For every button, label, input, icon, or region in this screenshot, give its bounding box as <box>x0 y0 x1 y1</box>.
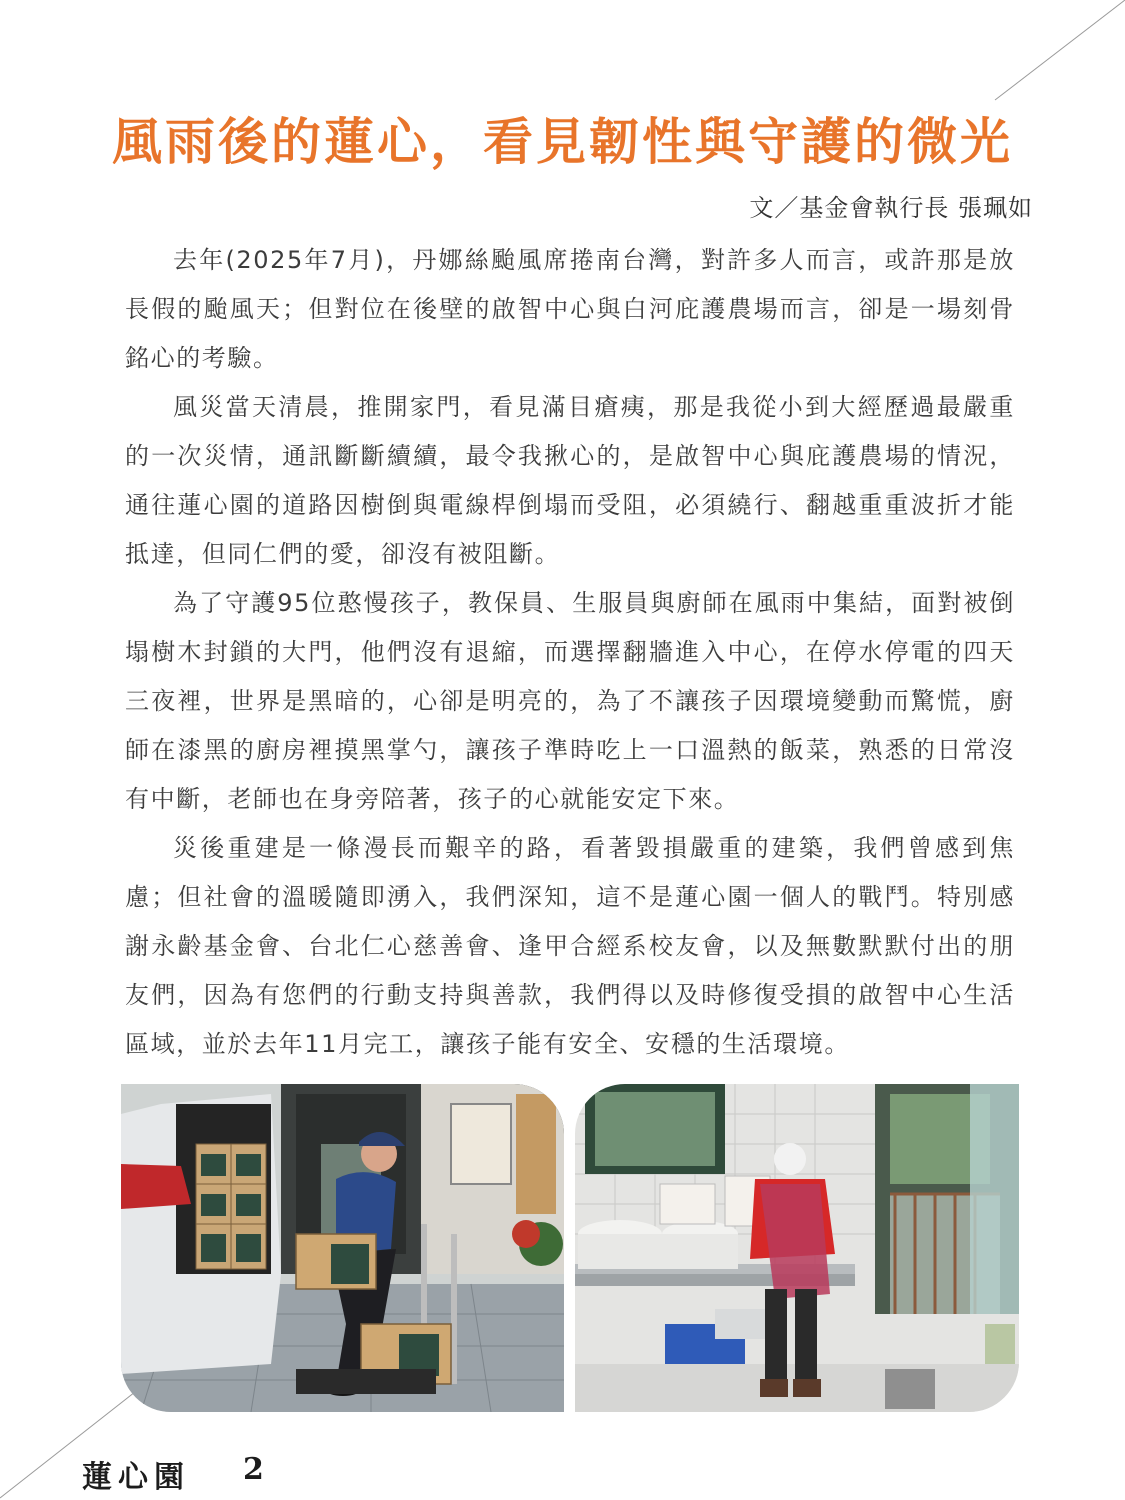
photo-cook-in-kitchen <box>575 1084 1019 1412</box>
paragraph: 為了守護95位憨慢孩子，教保員、生服員與廚師在風雨中集結，面對被倒塌樹木封鎖的大門，他們沒有退縮，而選擇翻牆進入中心，在停水停電的四天三夜裡，世界是黑暗的，心卻是明亮的，為了不讓孩子因環境變動而驚慌，廚師在漆黑的廚房裡摸黑掌勺，讓孩子準時吃上一口溫熱的飯菜，熟悉的日常沒有中斷，老師也在身旁陪著，孩子的心就能安定下來。 <box>125 589 1015 813</box>
article-body <box>125 236 1015 1069</box>
paragraph: 風災當天清晨，推開家門，看見滿目瘡痍，那是我從小到大經歷過最嚴重的一次災情，通訊斷斷續續，最令我揪心的，是啟智中心與庇護農場的情況，通往蓮心園的道路因樹倒與電線桿倒塌而受阻，必須繞行、翻越重重波折才能抵達，但同仁們的愛，卻沒有被阻斷。 <box>125 393 1015 568</box>
corner-decoration-top-right <box>990 0 1125 105</box>
publication-logo: 蓮心園 <box>82 1460 190 1495</box>
photo-worker-unloading-boxes <box>121 1084 564 1412</box>
page-number: 2 <box>243 1452 264 1487</box>
paragraph: 災後重建是一條漫長而艱辛的路，看著毀損嚴重的建築，我們曾感到焦慮；但社會的溫暖隨即湧入，我們深知，這不是蓮心園一個人的戰鬥。特別感謝永齡基金會、台北仁心慈善會、逢甲合經系校友會，以及無數默默付出的朋友們，因為有您們的行動支持與善款，我們得以及時修復受損的啟智中心生活區域，並於去年11月完工，讓孩子能有安全、安穩的生活環境。 <box>125 834 1015 1058</box>
paragraph: 去年(2025年7月)，丹娜絲颱風席捲南台灣，對許多人而言，或許那是放長假的颱風天；但對位在後壁的啟智中心與白河庇護農場而言，卻是一場刻骨銘心的考驗。 <box>125 246 1015 372</box>
author-byline: 文／基金會執行長 張珮如 <box>749 194 1033 222</box>
article-title: 風雨後的蓮心，看見韌性與守護的微光 <box>112 113 1013 171</box>
